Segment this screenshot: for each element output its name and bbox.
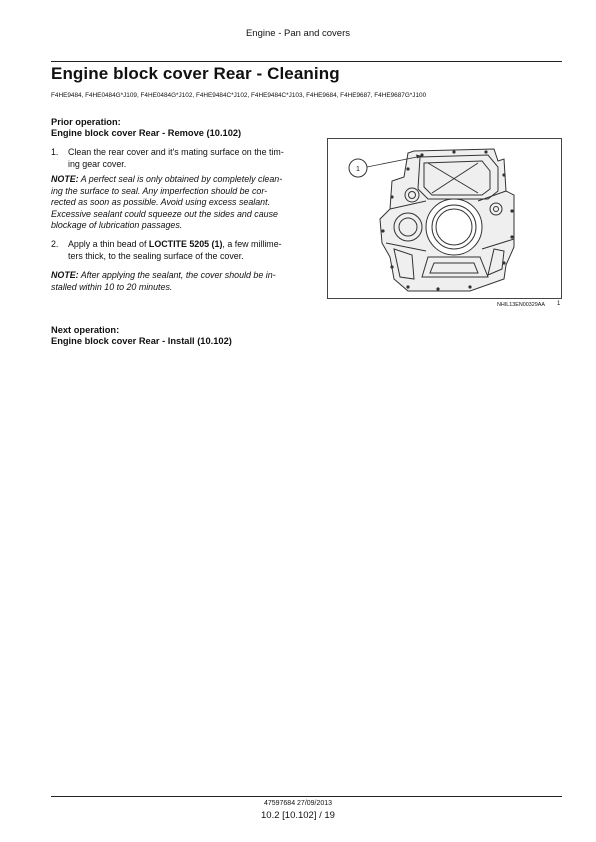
note-label: NOTE: xyxy=(51,174,79,184)
note-text: blockage of lubrication passages. xyxy=(51,220,183,231)
prior-operation-heading: Prior operation: xyxy=(51,117,121,127)
footer-document-info: 47597684 27/09/2013 xyxy=(263,800,333,807)
note-text: A perfect seal is only obtained by completely clean- xyxy=(78,174,283,184)
note-text: ing the surface to seal. Any imperfection should be cor- xyxy=(51,185,268,196)
step-1 xyxy=(51,147,309,170)
figure-number: 1 xyxy=(557,301,561,307)
note-text: stalled within 10 to 20 minutes. xyxy=(51,281,173,292)
next-operation-heading: Next operation: xyxy=(51,325,120,335)
next-operation-link[interactable]: Engine block cover Rear - Install (10.102) xyxy=(51,336,232,346)
note-text: After applying the sealant, the cover should be in- xyxy=(78,270,276,280)
note-text: Excessive sealant could squeeze out the sides and cause xyxy=(51,208,278,219)
figure-frame xyxy=(327,138,562,299)
step-number: 2. xyxy=(51,239,59,249)
header-rule xyxy=(51,61,562,62)
product-name: LOCTITE 5205 (1) xyxy=(148,239,223,249)
note-1 xyxy=(51,174,309,232)
model-list: F4HE9484, F4HE0484G*J109, F4HE0484G*J102, F4HE9484C*J102, F4HE9484C*J103, F4HE9684, F4HE9687, F4HE9687G*J100 xyxy=(51,92,427,99)
running-header: Engine - Pan and covers xyxy=(245,28,351,39)
step-text: Apply a thin bead of xyxy=(68,239,149,249)
footer-page-number: 10.2 [10.102] / 19 xyxy=(261,810,335,821)
prior-operation-link[interactable]: Engine block cover Rear - Remove (10.102) xyxy=(51,128,242,138)
step-text-line: ing gear cover. xyxy=(68,158,127,169)
step-text-line: ters thick, to the sealing surface of the cover. xyxy=(68,250,244,261)
engine-cover-illustration xyxy=(328,139,561,298)
step-number: 1. xyxy=(51,147,59,157)
page-title: Engine block cover Rear - Cleaning xyxy=(51,64,340,83)
note-2 xyxy=(51,270,309,293)
step-text: , a few millime- xyxy=(222,239,282,249)
step-text-line: Clean the rear cover and it's mating surface on the tim- xyxy=(68,147,284,157)
callout-number: 1 xyxy=(356,166,360,173)
note-text: rected as soon as possible. Avoid using excess sealant. xyxy=(51,197,271,208)
step-2 xyxy=(51,239,309,262)
note-label: NOTE: xyxy=(51,270,79,280)
figure-code: NHIL13EN00329AA xyxy=(497,302,545,308)
footer-rule xyxy=(51,796,562,797)
